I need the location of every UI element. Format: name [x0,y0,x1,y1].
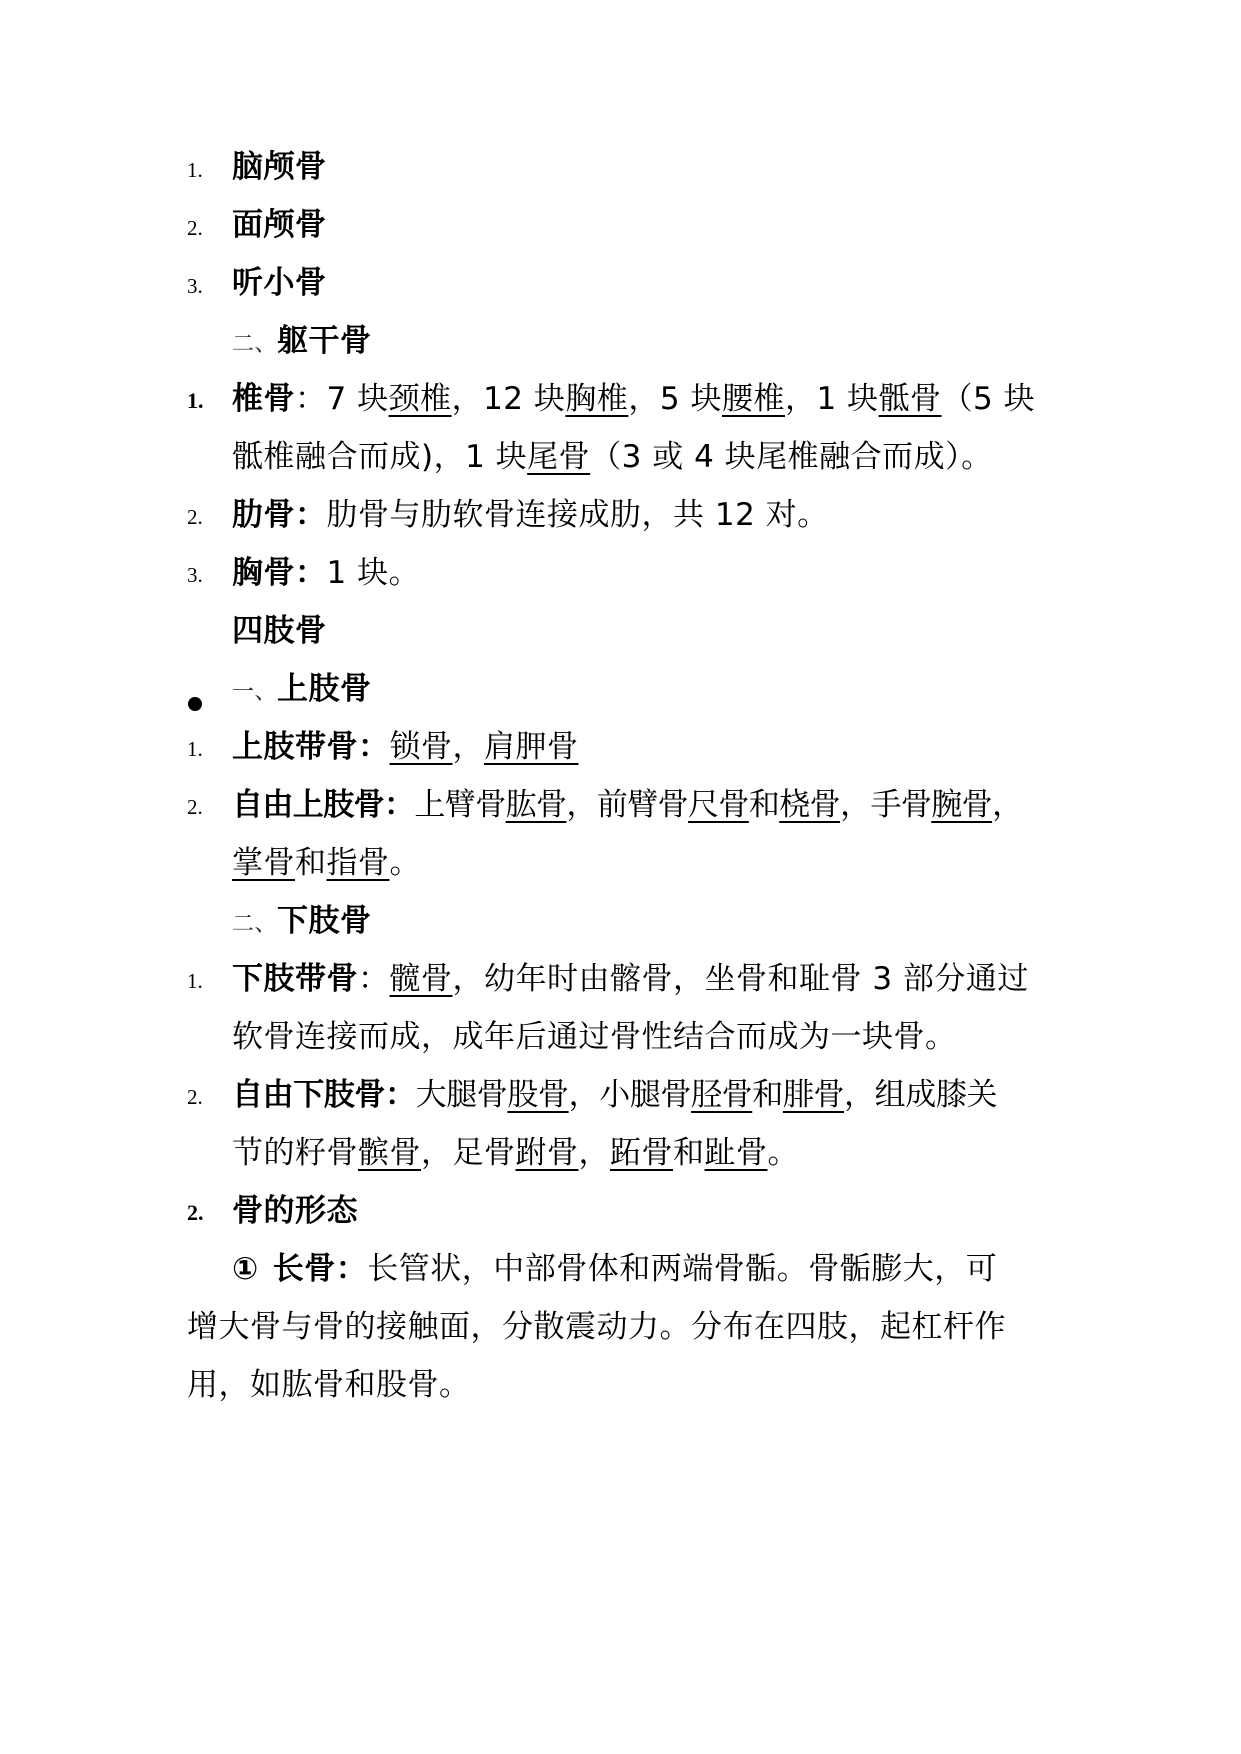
text: 和 [752,1077,783,1113]
underlined-term: 肱骨 [505,787,567,823]
long-bone-line-3: 用，如肱骨和股骨。 [187,1367,471,1403]
long-bone-line-2: 增大骨与骨的接触面，分散震动力。分布在四肢，起杠杆作 [187,1309,1006,1345]
list-number: 1. [187,737,203,761]
free-lower-limb-line-2 [232,1133,799,1173]
underlined-term: 趾骨 [704,1135,768,1171]
pelvic-girdle-line-1 [232,959,1029,999]
text: ，1 块 [784,381,879,417]
pelvic-girdle-line-2: 软骨连接而成，成年后通过骨性结合而成为一块骨。 [232,1019,957,1055]
skull-item-cranial: 脑颅骨 [232,149,327,185]
trunk-heading [232,321,372,361]
item-title: 自由上肢骨： [232,787,415,823]
skull-item-ossicles: 听小骨 [232,265,327,301]
text: 骶椎融合而成)，1 块 [232,439,528,475]
item-title: 上肢带骨： [232,729,390,765]
text: 和 [673,1135,705,1171]
item-title: 长骨： [272,1251,368,1287]
item-title: 下肢带骨 [232,961,358,997]
text: 。 [767,1135,799,1171]
underlined-term: 胸椎 [565,381,629,417]
underlined-term: 跖骨 [610,1135,673,1171]
text: 大腿骨 [415,1077,508,1113]
text: ， [992,787,1023,823]
list-number: 2. [187,216,203,240]
heading-prefix: 二、 [232,911,278,936]
text: ，5 块 [628,381,722,417]
text: 肋骨与肋软骨连接成肋，共 12 对。 [326,497,829,533]
underlined-term: 桡骨 [779,787,841,823]
text: ：7 块 [295,381,389,417]
text: 1 块。 [326,555,421,591]
list-number: 1. [187,158,203,182]
item-title: 胸骨： [232,555,327,591]
heading-text: 上肢骨 [277,671,372,707]
text: 上臂骨 [414,787,506,823]
underlined-term: 尺骨 [688,787,749,823]
underlined-term: 髋骨 [389,961,453,997]
list-number: 3. [187,274,203,298]
section-number: 2. [187,1200,204,1225]
underlined-term: 跗骨 [515,1135,579,1171]
text: ： [358,961,390,997]
text: 和 [295,845,327,881]
vertebrae-line-2 [232,437,993,477]
text: （5 块 [941,381,1036,417]
heading-prefix: 二、 [232,331,278,356]
heading-text: 躯干骨 [277,323,372,359]
item-title: 椎骨 [232,381,295,417]
sternum-line [232,553,420,593]
lower-limb-heading [232,901,372,941]
text: ，幼年时由髂骨，坐骨和耻骨 3 部分通过 [452,961,1029,997]
vertebrae-line-1 [232,379,1035,419]
list-number: 3. [187,563,203,587]
free-upper-limb-line-2 [232,843,421,883]
text: 节的籽骨 [232,1135,358,1171]
upper-limb-heading [232,669,372,709]
underlined-term: 肩胛骨 [484,729,579,765]
text: ， [578,1135,610,1171]
list-number: 2. [187,505,203,529]
list-number: 1. [187,969,203,993]
list-number: 2. [187,795,203,819]
skull-item-facial: 面颅骨 [232,207,327,243]
limbs-heading: 四肢骨 [232,613,327,649]
heading-text: 下肢骨 [277,903,372,939]
text: ，12 块 [451,381,566,417]
text: ，手骨 [840,787,932,823]
underlined-term: 指骨 [326,845,390,881]
underlined-term: 股骨 [507,1077,569,1113]
heading-prefix: 一、 [232,679,278,704]
text: 长管状，中部骨体和两端骨骺。骨骺膨大，可 [367,1251,998,1287]
circled-number-marker: ① [232,1251,259,1287]
shoulder-girdle-line [232,727,579,767]
morphology-heading: 骨的形态 [232,1193,358,1229]
item-title: 自由下肢骨： [232,1077,416,1113]
underlined-term: 颈椎 [388,381,452,417]
text: ，组成膝关 [844,1077,998,1113]
list-number: 1. [187,388,204,413]
underlined-term: 掌骨 [232,845,295,881]
text: ， [452,729,484,765]
free-lower-limb-line-1 [232,1075,997,1115]
underlined-term: 尾骨 [527,439,591,475]
underlined-term: 髌骨 [358,1135,421,1171]
underlined-term: 锁骨 [389,729,453,765]
text: 和 [748,787,780,823]
underlined-term: 胫骨 [691,1077,753,1113]
underlined-term: 骶骨 [878,381,942,417]
text: 。 [389,845,421,881]
underlined-term: 腓骨 [782,1077,845,1113]
text: ，足骨 [421,1135,516,1171]
underlined-term: 腕骨 [931,787,993,823]
text: ，小腿骨 [568,1077,692,1113]
ribs-line [232,495,829,535]
free-upper-limb-line-1 [232,785,1022,825]
text: ，前臂骨 [566,787,689,823]
bullet-icon [188,697,202,711]
long-bone-line-1 [232,1249,997,1289]
list-number: 2. [187,1085,203,1109]
text: （3 或 4 块尾椎融合而成）。 [590,439,993,475]
underlined-term: 腰椎 [721,381,785,417]
item-title: 肋骨： [232,497,327,533]
